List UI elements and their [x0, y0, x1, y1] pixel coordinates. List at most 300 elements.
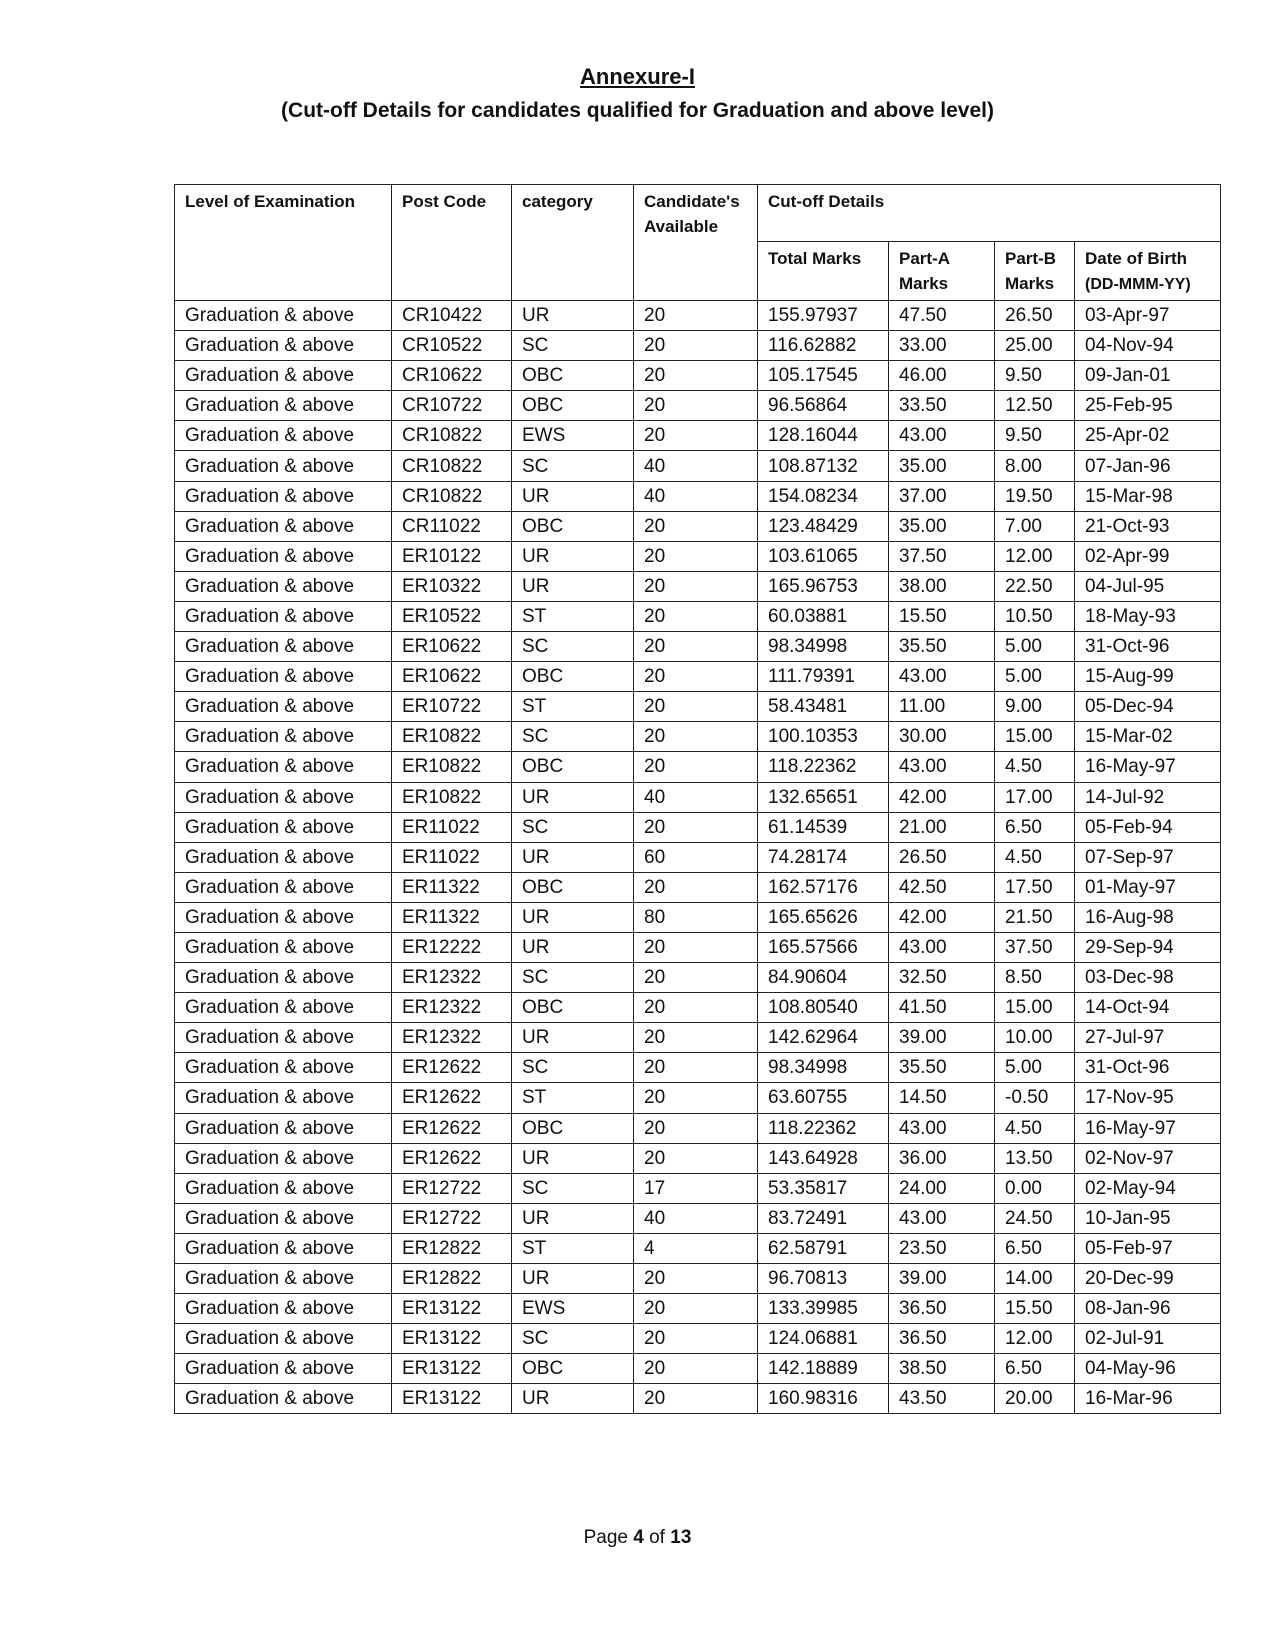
cell-category: SC: [512, 1173, 634, 1203]
cell-total-marks: 108.87132: [758, 451, 889, 481]
cell-category: OBC: [512, 1113, 634, 1143]
cell-candidates: 20: [634, 571, 758, 601]
cell-dob: 15-Mar-98: [1075, 481, 1221, 511]
cell-post-code: CR10822: [392, 451, 512, 481]
cell-level: Graduation & above: [175, 421, 392, 451]
cell-total-marks: 98.34998: [758, 1053, 889, 1083]
cell-dob: 16-May-97: [1075, 1113, 1221, 1143]
cutoff-table: [174, 184, 1221, 1414]
cell-candidates: 20: [634, 1083, 758, 1113]
cell-candidates: 20: [634, 1384, 758, 1414]
cell-candidates: 17: [634, 1173, 758, 1203]
cell-candidates: 80: [634, 902, 758, 932]
cell-dob: 10-Jan-95: [1075, 1203, 1221, 1233]
cell-part-a: 39.00: [889, 1023, 995, 1053]
cell-dob: 03-Dec-98: [1075, 963, 1221, 993]
cell-total-marks: 162.57176: [758, 872, 889, 902]
cell-total-marks: 154.08234: [758, 481, 889, 511]
cell-level: Graduation & above: [175, 451, 392, 481]
table-row: [175, 1053, 1221, 1083]
cell-part-a: 14.50: [889, 1083, 995, 1113]
cell-category: UR: [512, 481, 634, 511]
cell-post-code: ER12222: [392, 932, 512, 962]
cell-total-marks: 123.48429: [758, 511, 889, 541]
cell-candidates: 20: [634, 1023, 758, 1053]
cell-post-code: CR10622: [392, 361, 512, 391]
table-row: [175, 1113, 1221, 1143]
cell-category: UR: [512, 571, 634, 601]
header-date-of-birth: [1075, 242, 1221, 301]
cell-total-marks: 84.90604: [758, 963, 889, 993]
table-row: [175, 361, 1221, 391]
cell-part-a: 35.00: [889, 451, 995, 481]
cell-total-marks: 165.96753: [758, 571, 889, 601]
cell-part-b: 37.50: [995, 932, 1075, 962]
cell-part-a: 43.00: [889, 1203, 995, 1233]
cell-level: Graduation & above: [175, 1143, 392, 1173]
table-row: [175, 601, 1221, 631]
cell-post-code: CR10422: [392, 301, 512, 331]
cell-total-marks: 132.65651: [758, 782, 889, 812]
footer-prefix: Page: [583, 1527, 628, 1548]
footer-of: of: [649, 1527, 665, 1548]
cell-part-b: 6.50: [995, 1233, 1075, 1263]
cell-part-a: 43.00: [889, 752, 995, 782]
cell-level: Graduation & above: [175, 963, 392, 993]
footer-page-number: 4: [633, 1527, 644, 1548]
cell-dob: 27-Jul-97: [1075, 1023, 1221, 1053]
cell-category: UR: [512, 1264, 634, 1294]
cell-total-marks: 62.58791: [758, 1233, 889, 1263]
cell-part-b: 13.50: [995, 1143, 1075, 1173]
table-row: [175, 481, 1221, 511]
cell-dob: 17-Nov-95: [1075, 1083, 1221, 1113]
cell-part-a: 38.00: [889, 571, 995, 601]
cell-part-a: 36.50: [889, 1294, 995, 1324]
cell-part-a: 15.50: [889, 601, 995, 631]
cell-total-marks: 100.10353: [758, 722, 889, 752]
cell-candidates: 4: [634, 1233, 758, 1263]
table-row: [175, 872, 1221, 902]
cell-level: Graduation & above: [175, 571, 392, 601]
cell-part-a: 23.50: [889, 1233, 995, 1263]
cell-part-b: 15.50: [995, 1294, 1075, 1324]
cell-level: Graduation & above: [175, 1354, 392, 1384]
cell-candidates: 20: [634, 993, 758, 1023]
cell-post-code: CR10722: [392, 391, 512, 421]
cell-total-marks: 96.56864: [758, 391, 889, 421]
cell-part-b: 21.50: [995, 902, 1075, 932]
cell-total-marks: 118.22362: [758, 752, 889, 782]
cell-level: Graduation & above: [175, 481, 392, 511]
cell-part-a: 35.00: [889, 511, 995, 541]
cell-candidates: 40: [634, 481, 758, 511]
cell-total-marks: 118.22362: [758, 1113, 889, 1143]
table-row: [175, 1233, 1221, 1263]
cell-part-a: 24.00: [889, 1173, 995, 1203]
cell-total-marks: 60.03881: [758, 601, 889, 631]
cell-category: EWS: [512, 1294, 634, 1324]
cell-part-a: 37.50: [889, 541, 995, 571]
cell-candidates: 20: [634, 601, 758, 631]
header-candidates-line2: Available: [644, 217, 719, 236]
cell-level: Graduation & above: [175, 601, 392, 631]
cell-part-b: 5.00: [995, 662, 1075, 692]
cell-dob: 14-Oct-94: [1075, 993, 1221, 1023]
cell-part-b: 9.50: [995, 361, 1075, 391]
table-row: [175, 1264, 1221, 1294]
cell-category: ST: [512, 692, 634, 722]
cell-dob: 07-Jan-96: [1075, 451, 1221, 481]
cell-candidates: 20: [634, 361, 758, 391]
cell-post-code: CR10822: [392, 421, 512, 451]
cell-category: OBC: [512, 391, 634, 421]
header-candidates-line1: Candidate's: [644, 192, 740, 211]
cell-candidates: 20: [634, 511, 758, 541]
cell-total-marks: 61.14539: [758, 812, 889, 842]
cell-category: OBC: [512, 872, 634, 902]
cell-part-b: 15.00: [995, 993, 1075, 1023]
header-category: category: [512, 185, 634, 301]
cell-level: Graduation & above: [175, 812, 392, 842]
cell-part-a: 41.50: [889, 993, 995, 1023]
cell-category: UR: [512, 1203, 634, 1233]
header-candidates-available: [634, 185, 758, 301]
cell-level: Graduation & above: [175, 1173, 392, 1203]
cell-post-code: ER10522: [392, 601, 512, 631]
table-row: [175, 331, 1221, 361]
cell-level: Graduation & above: [175, 1324, 392, 1354]
cell-post-code: ER10822: [392, 722, 512, 752]
table-row: [175, 692, 1221, 722]
cell-part-a: 43.00: [889, 932, 995, 962]
cell-candidates: 20: [634, 752, 758, 782]
cell-post-code: ER13122: [392, 1384, 512, 1414]
cell-level: Graduation & above: [175, 993, 392, 1023]
cell-part-a: 35.50: [889, 632, 995, 662]
cell-total-marks: 111.79391: [758, 662, 889, 692]
cell-level: Graduation & above: [175, 752, 392, 782]
cell-dob: 18-May-93: [1075, 601, 1221, 631]
cell-category: ST: [512, 1233, 634, 1263]
cell-dob: 21-Oct-93: [1075, 511, 1221, 541]
cell-category: UR: [512, 842, 634, 872]
cell-level: Graduation & above: [175, 902, 392, 932]
cell-dob: 05-Feb-94: [1075, 812, 1221, 842]
cell-level: Graduation & above: [175, 1233, 392, 1263]
header-part-a-marks: [889, 242, 995, 301]
cell-candidates: 40: [634, 1203, 758, 1233]
cell-candidates: 20: [634, 932, 758, 962]
cell-level: Graduation & above: [175, 1023, 392, 1053]
cell-part-b: 19.50: [995, 481, 1075, 511]
cell-category: ST: [512, 1083, 634, 1113]
cell-candidates: 20: [634, 331, 758, 361]
header-part-b-line1: Part-B: [1005, 249, 1057, 268]
cell-category: UR: [512, 902, 634, 932]
cell-candidates: 20: [634, 722, 758, 752]
table-row: [175, 1173, 1221, 1203]
cell-dob: 05-Feb-97: [1075, 1233, 1221, 1263]
cell-total-marks: 103.61065: [758, 541, 889, 571]
table-row: [175, 782, 1221, 812]
cell-category: UR: [512, 1143, 634, 1173]
cell-category: OBC: [512, 993, 634, 1023]
cell-part-a: 32.50: [889, 963, 995, 993]
header-part-b-marks: [995, 242, 1075, 301]
cell-candidates: 20: [634, 1354, 758, 1384]
cell-candidates: 20: [634, 1264, 758, 1294]
cell-category: SC: [512, 331, 634, 361]
cell-total-marks: 105.17545: [758, 361, 889, 391]
cell-total-marks: 165.57566: [758, 932, 889, 962]
cell-total-marks: 108.80540: [758, 993, 889, 1023]
cell-part-a: 39.00: [889, 1264, 995, 1294]
cell-part-a: 33.00: [889, 331, 995, 361]
header-dob-line1: Date of Birth: [1085, 249, 1187, 268]
table-row: [175, 932, 1221, 962]
cell-post-code: ER10622: [392, 632, 512, 662]
table-row: [175, 451, 1221, 481]
cell-level: Graduation & above: [175, 932, 392, 962]
cell-post-code: ER11022: [392, 842, 512, 872]
cell-part-a: 42.50: [889, 872, 995, 902]
cell-dob: 20-Dec-99: [1075, 1264, 1221, 1294]
cell-part-a: 46.00: [889, 361, 995, 391]
table-row: [175, 993, 1221, 1023]
cell-total-marks: 128.16044: [758, 421, 889, 451]
cell-part-a: 33.50: [889, 391, 995, 421]
header-part-a-line2: Marks: [899, 274, 949, 293]
cell-level: Graduation & above: [175, 1083, 392, 1113]
table-row: [175, 1324, 1221, 1354]
cell-dob: 01-May-97: [1075, 872, 1221, 902]
cell-total-marks: 124.06881: [758, 1324, 889, 1354]
cell-part-a: 26.50: [889, 842, 995, 872]
cell-part-a: 42.00: [889, 782, 995, 812]
cell-total-marks: 53.35817: [758, 1173, 889, 1203]
cell-dob: 31-Oct-96: [1075, 1053, 1221, 1083]
cell-part-b: 22.50: [995, 571, 1075, 601]
cell-candidates: 20: [634, 632, 758, 662]
cell-post-code: ER12722: [392, 1173, 512, 1203]
cell-post-code: ER12622: [392, 1143, 512, 1173]
cell-level: Graduation & above: [175, 361, 392, 391]
cell-part-a: 21.00: [889, 812, 995, 842]
header-post-code: Post Code: [392, 185, 512, 301]
footer-page-total: 13: [670, 1527, 692, 1548]
cell-post-code: ER10622: [392, 662, 512, 692]
cell-part-b: 15.00: [995, 722, 1075, 752]
cell-category: OBC: [512, 662, 634, 692]
cell-category: UR: [512, 1384, 634, 1414]
cell-dob: 25-Feb-95: [1075, 391, 1221, 421]
cell-level: Graduation & above: [175, 1113, 392, 1143]
cell-part-b: 24.50: [995, 1203, 1075, 1233]
cell-level: Graduation & above: [175, 872, 392, 902]
cell-part-a: 30.00: [889, 722, 995, 752]
table-row: [175, 1083, 1221, 1113]
cell-part-a: 37.00: [889, 481, 995, 511]
cell-part-b: 4.50: [995, 842, 1075, 872]
cell-candidates: 20: [634, 662, 758, 692]
cell-dob: 07-Sep-97: [1075, 842, 1221, 872]
cell-category: OBC: [512, 752, 634, 782]
cell-total-marks: 142.62964: [758, 1023, 889, 1053]
table-row: [175, 662, 1221, 692]
cell-total-marks: 133.39985: [758, 1294, 889, 1324]
cell-dob: 16-Aug-98: [1075, 902, 1221, 932]
cell-post-code: CR10522: [392, 331, 512, 361]
cell-post-code: ER10322: [392, 571, 512, 601]
table-row: [175, 421, 1221, 451]
cell-total-marks: 142.18889: [758, 1354, 889, 1384]
cell-total-marks: 165.65626: [758, 902, 889, 932]
cell-category: UR: [512, 541, 634, 571]
cell-candidates: 20: [634, 1294, 758, 1324]
cell-dob: 04-Nov-94: [1075, 331, 1221, 361]
cell-dob: 05-Dec-94: [1075, 692, 1221, 722]
cell-post-code: ER11322: [392, 902, 512, 932]
cell-post-code: ER12622: [392, 1053, 512, 1083]
cell-level: Graduation & above: [175, 301, 392, 331]
cell-level: Graduation & above: [175, 842, 392, 872]
table-row: [175, 1294, 1221, 1324]
cell-candidates: 40: [634, 782, 758, 812]
cell-part-b: 9.00: [995, 692, 1075, 722]
cell-part-a: 11.00: [889, 692, 995, 722]
cell-candidates: 20: [634, 1053, 758, 1083]
cell-post-code: ER12822: [392, 1264, 512, 1294]
table-row: [175, 752, 1221, 782]
cell-total-marks: 63.60755: [758, 1083, 889, 1113]
cell-part-b: 6.50: [995, 812, 1075, 842]
table-row: [175, 511, 1221, 541]
cell-part-b: 8.00: [995, 451, 1075, 481]
header-cutoff-details: Cut-off Details: [758, 185, 1221, 242]
cell-dob: 25-Apr-02: [1075, 421, 1221, 451]
cell-category: UR: [512, 932, 634, 962]
cell-part-a: 43.00: [889, 662, 995, 692]
cell-part-b: 4.50: [995, 752, 1075, 782]
cell-part-a: 42.00: [889, 902, 995, 932]
page-subtitle: (Cut-off Details for candidates qualified for Graduation and above level): [281, 99, 994, 122]
cell-part-b: 12.50: [995, 391, 1075, 421]
cell-part-b: 4.50: [995, 1113, 1075, 1143]
cell-candidates: 40: [634, 451, 758, 481]
cell-dob: 29-Sep-94: [1075, 932, 1221, 962]
cell-level: Graduation & above: [175, 1384, 392, 1414]
cell-part-b: 8.50: [995, 963, 1075, 993]
cell-category: OBC: [512, 511, 634, 541]
cell-part-b: 17.00: [995, 782, 1075, 812]
cell-candidates: 20: [634, 692, 758, 722]
cell-total-marks: 143.64928: [758, 1143, 889, 1173]
table-row: [175, 902, 1221, 932]
cell-candidates: 20: [634, 301, 758, 331]
cell-part-b: 7.00: [995, 511, 1075, 541]
cell-part-b: 0.00: [995, 1173, 1075, 1203]
cell-category: UR: [512, 782, 634, 812]
cell-post-code: ER12322: [392, 963, 512, 993]
cell-candidates: 20: [634, 1113, 758, 1143]
cell-dob: 16-Mar-96: [1075, 1384, 1221, 1414]
cell-category: OBC: [512, 1354, 634, 1384]
cell-part-a: 43.00: [889, 421, 995, 451]
cell-part-a: 35.50: [889, 1053, 995, 1083]
cell-post-code: ER13122: [392, 1354, 512, 1384]
cell-candidates: 20: [634, 872, 758, 902]
cell-part-b: 10.50: [995, 601, 1075, 631]
table-row: [175, 963, 1221, 993]
cell-part-b: 12.00: [995, 541, 1075, 571]
table-body: [175, 301, 1221, 1414]
cell-dob: 08-Jan-96: [1075, 1294, 1221, 1324]
cell-category: OBC: [512, 361, 634, 391]
cell-dob: 02-Apr-99: [1075, 541, 1221, 571]
cell-candidates: 20: [634, 541, 758, 571]
cell-post-code: ER13122: [392, 1294, 512, 1324]
cell-category: EWS: [512, 421, 634, 451]
cell-dob: 02-Jul-91: [1075, 1324, 1221, 1354]
cell-category: SC: [512, 1053, 634, 1083]
cell-post-code: ER12322: [392, 993, 512, 1023]
table-row: [175, 391, 1221, 421]
table-row: [175, 722, 1221, 752]
cell-category: UR: [512, 1023, 634, 1053]
cell-level: Graduation & above: [175, 511, 392, 541]
cell-total-marks: 96.70813: [758, 1264, 889, 1294]
cell-part-b: -0.50: [995, 1083, 1075, 1113]
cell-part-b: 5.00: [995, 632, 1075, 662]
cell-level: Graduation & above: [175, 692, 392, 722]
cell-post-code: CR11022: [392, 511, 512, 541]
cell-post-code: ER10822: [392, 752, 512, 782]
cell-total-marks: 98.34998: [758, 632, 889, 662]
cell-level: Graduation & above: [175, 541, 392, 571]
cell-level: Graduation & above: [175, 782, 392, 812]
cell-part-a: 38.50: [889, 1354, 995, 1384]
table-row: [175, 842, 1221, 872]
cell-dob: 02-May-94: [1075, 1173, 1221, 1203]
cell-level: Graduation & above: [175, 391, 392, 421]
table-row: [175, 1023, 1221, 1053]
cell-part-b: 26.50: [995, 301, 1075, 331]
cell-part-a: 43.00: [889, 1113, 995, 1143]
cell-part-b: 14.00: [995, 1264, 1075, 1294]
table-row: [175, 301, 1221, 331]
cell-category: SC: [512, 632, 634, 662]
cell-category: SC: [512, 963, 634, 993]
cell-post-code: ER12622: [392, 1083, 512, 1113]
cell-dob: 31-Oct-96: [1075, 632, 1221, 662]
page-footer: [0, 1527, 1275, 1549]
table-row: [175, 812, 1221, 842]
cell-post-code: ER12822: [392, 1233, 512, 1263]
cell-post-code: ER11022: [392, 812, 512, 842]
cell-total-marks: 116.62882: [758, 331, 889, 361]
cell-candidates: 20: [634, 1324, 758, 1354]
cell-level: Graduation & above: [175, 1294, 392, 1324]
cell-post-code: ER12722: [392, 1203, 512, 1233]
cell-level: Graduation & above: [175, 331, 392, 361]
cell-category: ST: [512, 601, 634, 631]
cell-dob: 04-May-96: [1075, 1354, 1221, 1384]
cell-post-code: ER10722: [392, 692, 512, 722]
cell-post-code: ER13122: [392, 1324, 512, 1354]
cell-part-b: 10.00: [995, 1023, 1075, 1053]
cell-candidates: 20: [634, 963, 758, 993]
